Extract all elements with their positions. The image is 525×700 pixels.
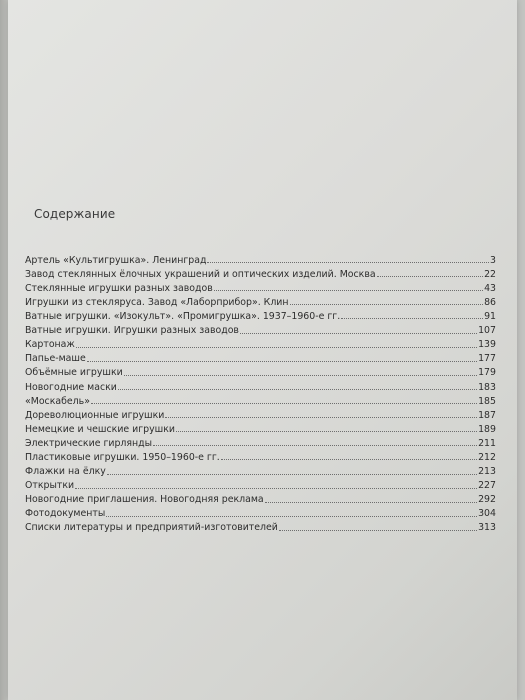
toc-entry: [25, 519, 496, 533]
toc-entry-page-number: 212: [478, 452, 496, 463]
toc-dot-leader: [118, 389, 477, 390]
toc-entry-title: Новогодние маски: [25, 381, 117, 393]
toc-dot-leader: [214, 290, 483, 291]
toc-entry-page-number: 304: [478, 508, 496, 520]
toc-entry-title: Картонаж: [25, 339, 75, 351]
toc-entry-page-number: 177: [478, 353, 496, 365]
toc-entry-title: Открытки: [25, 480, 75, 492]
toc-dot-leader: [87, 361, 477, 362]
toc-entry-page-number: 213: [478, 466, 496, 478]
toc-entry-page-number: 43: [484, 282, 496, 294]
toc-entry-page-number: 183: [478, 381, 496, 393]
toc-entry: [25, 392, 496, 406]
toc-entry: [25, 406, 496, 420]
toc-entry: [25, 434, 496, 448]
toc-entry-title: Электрические гирлянды: [25, 437, 153, 449]
toc-dot-leader: [240, 333, 477, 334]
contents-heading: Содержание: [34, 207, 116, 221]
toc-entry-page-number: 227: [478, 480, 496, 492]
toc-dot-leader: [91, 403, 477, 404]
toc-entry-page-number: 313: [478, 522, 496, 534]
toc-dot-leader: [279, 530, 477, 531]
toc-entry-page-number: 91: [484, 311, 496, 323]
toc-entry: [25, 420, 496, 434]
toc-entry: [25, 293, 496, 307]
toc-entry-title: Пластиковые игрушки. 1950–1960-е гг.: [25, 452, 220, 463]
toc-entry-title: Завод стеклянных ёлочных украшений и оптических изделий. Москва: [25, 268, 376, 280]
toc-dot-leader: [341, 318, 483, 319]
toc-entry: [25, 307, 496, 321]
toc-dot-leader: [221, 459, 477, 460]
toc-dot-leader: [165, 417, 477, 418]
toc-entry-page-number: 107: [478, 325, 496, 337]
toc-entry-title: Папье-маше: [25, 353, 86, 365]
toc-entry: [25, 491, 496, 505]
toc-entry: [25, 462, 496, 476]
book-page: [8, 0, 517, 700]
toc-entry: [25, 477, 496, 491]
toc-entry: [25, 378, 496, 392]
toc-entry-title: Списки литературы и предприятий-изготовителей: [25, 522, 278, 534]
toc-entry: [25, 251, 496, 265]
toc-entry-title: Флажки на ёлку: [25, 466, 106, 478]
toc-entry-page-number: 22: [484, 268, 496, 280]
toc-dot-leader: [75, 488, 477, 489]
toc-dot-leader: [124, 375, 477, 376]
toc-entry-title: Стеклянные игрушки разных заводов: [25, 282, 213, 294]
toc-entry-title: Игрушки из стекляруса. Завод «Лаборприбор». Клин: [25, 296, 289, 308]
toc-entry-title: Дореволюционные игрушки: [25, 409, 165, 421]
toc-entry-title: Ватные игрушки. Игрушки разных заводов: [25, 325, 239, 337]
toc-entry-page-number: 189: [478, 423, 496, 435]
toc-dot-leader: [153, 445, 477, 446]
toc-dot-leader: [176, 431, 477, 432]
toc-dot-leader: [265, 502, 477, 503]
toc-entry-page-number: 139: [478, 339, 496, 351]
toc-entry: [25, 364, 496, 378]
toc-entry-title: Немецкие и чешские игрушки: [25, 423, 176, 435]
toc-entry: [25, 448, 496, 462]
toc-entry-title: Артель «Культигрушка». Ленинград: [25, 254, 207, 266]
toc-entry-title: Объёмные игрушки: [25, 367, 123, 379]
toc-dot-leader: [106, 516, 477, 517]
toc-entry-title: Фотодокументы: [25, 508, 106, 520]
toc-entry: [25, 321, 496, 335]
toc-dot-leader: [107, 474, 477, 475]
toc-entry-page-number: 185: [478, 395, 496, 407]
book-spine-shadow: [0, 0, 8, 700]
table-of-contents: [25, 251, 496, 533]
toc-entry: [25, 350, 496, 364]
toc-entry-title: «Москабель»: [25, 395, 90, 407]
toc-entry: [25, 265, 496, 279]
toc-entry-page-number: 179: [478, 367, 496, 379]
toc-entry: [25, 336, 496, 350]
toc-dot-leader: [377, 276, 483, 277]
toc-entry-page-number: 86: [484, 296, 496, 308]
toc-entry-page-number: 211: [478, 437, 496, 449]
toc-dot-leader: [207, 262, 489, 263]
toc-entry-page-number: 3: [490, 254, 496, 266]
toc-entry: [25, 279, 496, 293]
toc-entry: [25, 505, 496, 519]
toc-dot-leader: [76, 347, 477, 348]
toc-dot-leader: [290, 304, 484, 305]
toc-entry-page-number: 292: [478, 494, 496, 506]
toc-entry-title: Ватные игрушки. «Изокульт». «Промигрушка». 1937–1960-е гг.: [25, 311, 341, 323]
toc-entry-title: Новогодние приглашения. Новогодняя реклама: [25, 494, 264, 506]
toc-entry-page-number: 187: [478, 409, 496, 421]
